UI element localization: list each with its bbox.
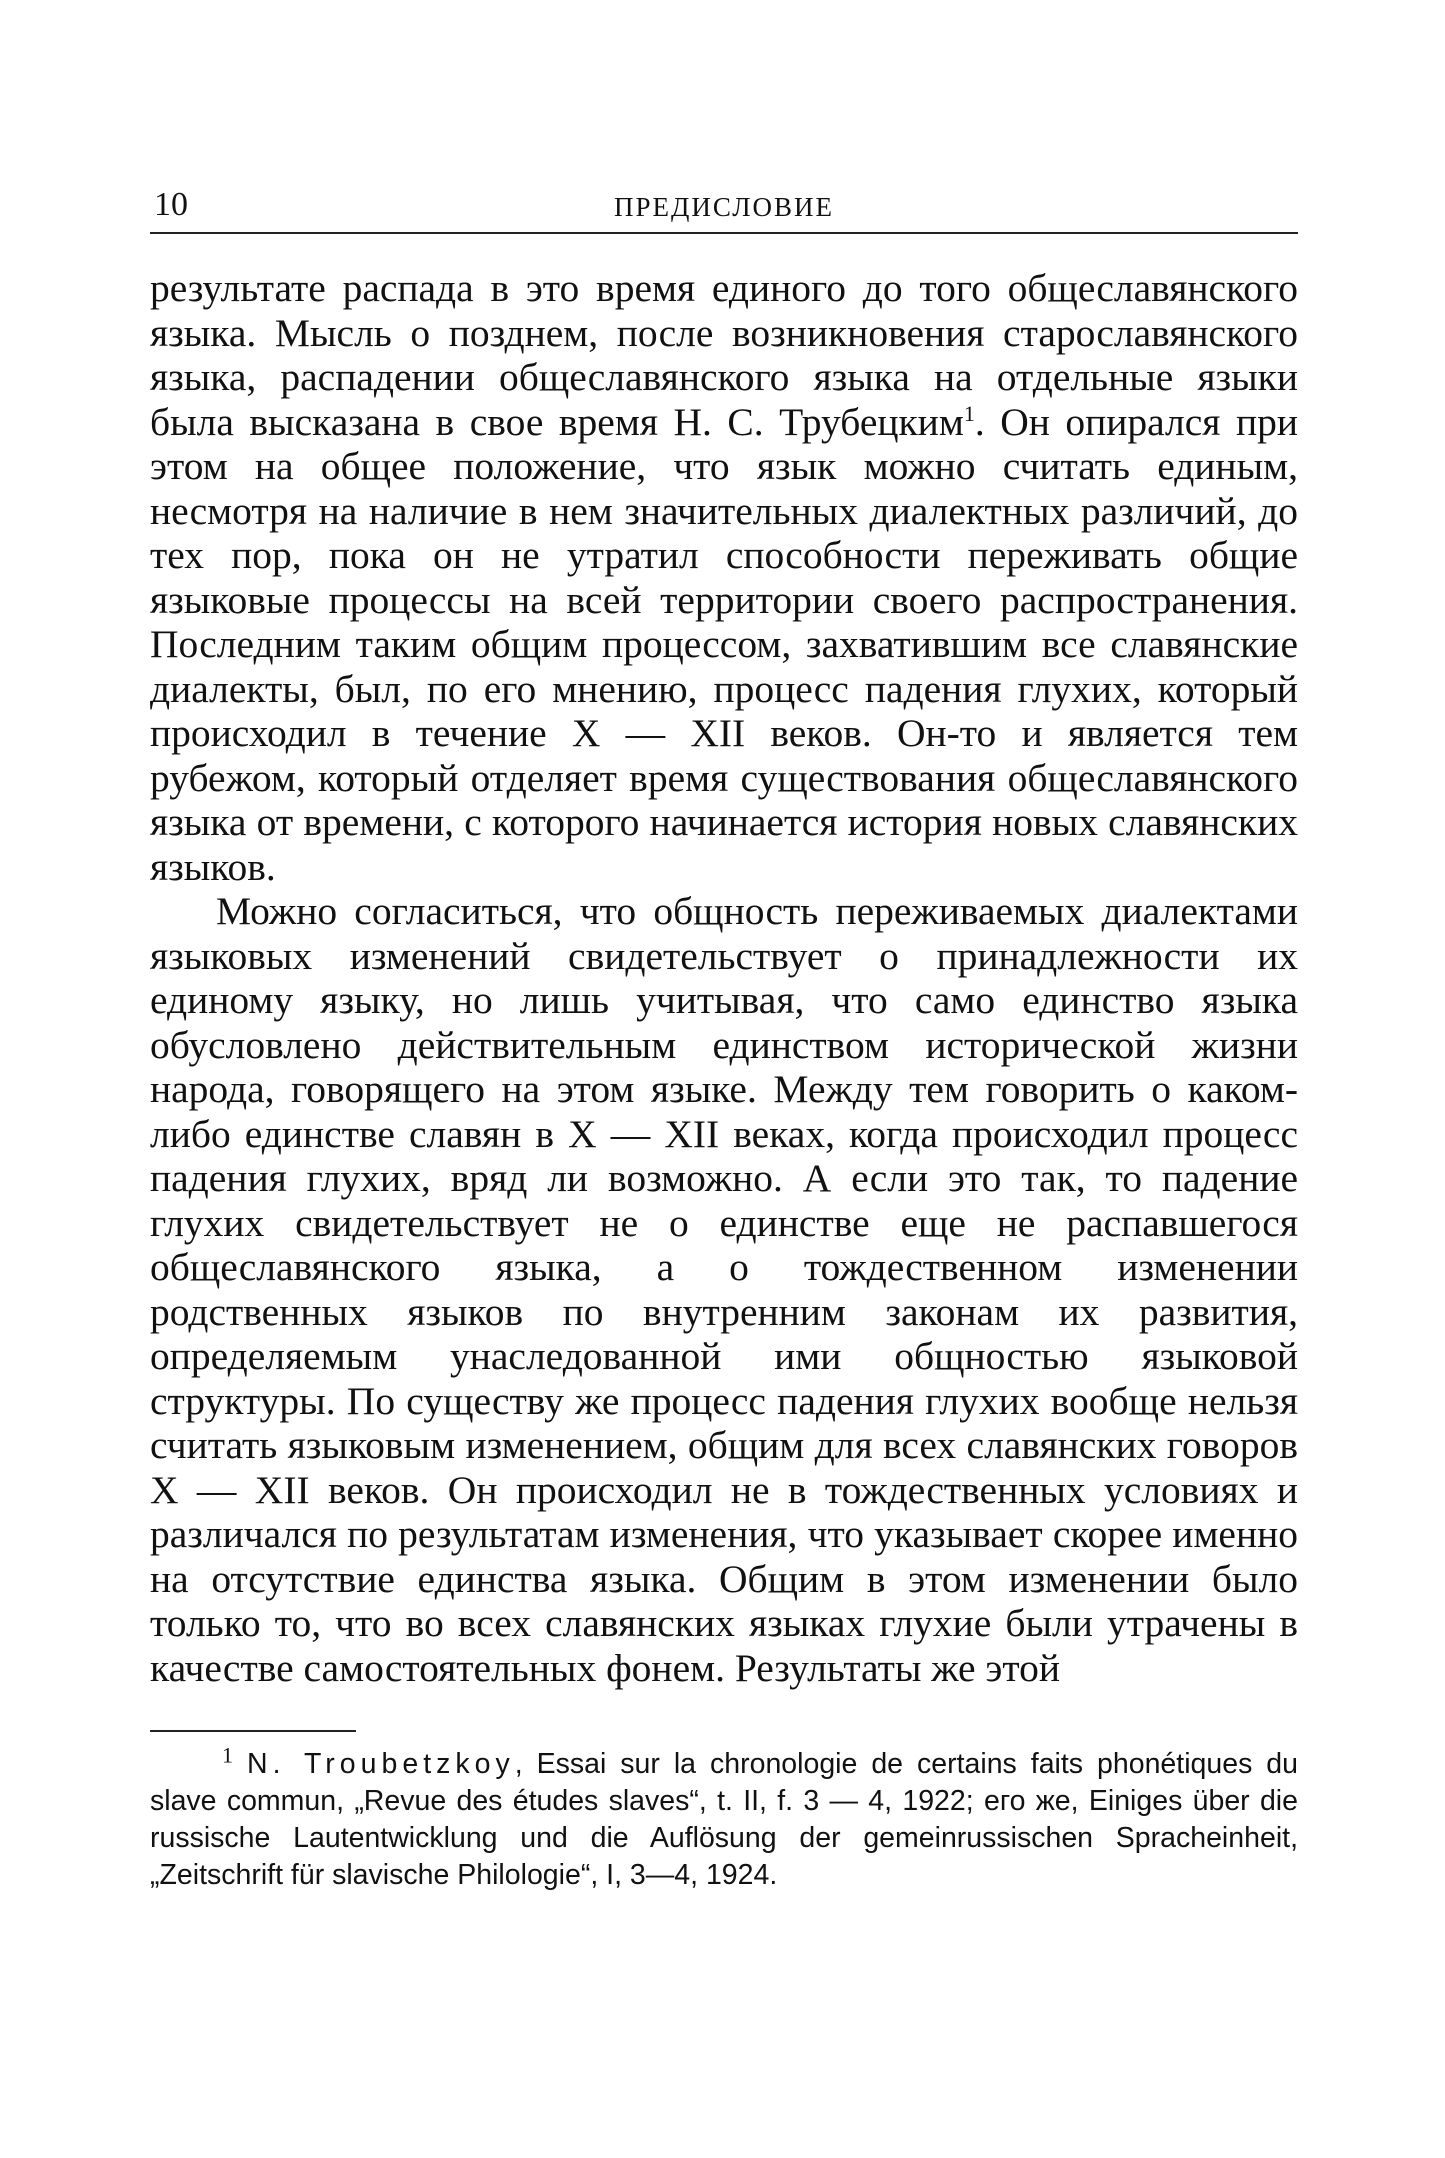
footnote-author: N. Troubetzkoy: [246, 1748, 515, 1780]
page-header: [150, 180, 1298, 234]
page-number: 10: [154, 186, 188, 223]
paragraph-1-text-end: . Он опирался при этом на общее положение, что язык можно считать единым, несмотря на наличие в нем значительных диалектных различий, до тех пор, пока он не утратил способности переживать общие языковые процессы на всей территории своего распространения. Последним таким общим процессом, захватившим все славянские диалекты, был, по его мнению, процесс падения глухих, который происходил в течение X — XII веков. Он-то и является тем рубежом, который отделяет время существования общеславянского языка от времени, с которого начинается история новых славянских языков.: [150, 399, 1299, 889]
running-head: ПРЕДИСЛОВИЕ: [613, 192, 835, 222]
footnote-reference: 1: [963, 400, 975, 426]
book-page: [150, 180, 1298, 1923]
footnote-text: , Essai sur la chronologie de certains faits phonétiques du slave commun, „Revue des études slaves“, t. II, f. 3 — 4, 1922; его же, Einiges über die russische Lautentwicklung und die Auflösung der gemeinrussischen Spracheinheit, „Zeitschrift für slavische Philologie“, I, 3—4, 1924.: [150, 1748, 1298, 1891]
footnote-divider: [150, 1730, 356, 1732]
footnote: [150, 1742, 1298, 1894]
main-text: [150, 266, 1298, 1690]
paragraph-2: Можно согласиться, что общность переживаемых диалектами языковых изменений свидетельствует о принадлежности их единому языку, но лишь учитывая, что само единство языка обусловлено действительным единством исторической жизни народа, говорящего на этом языке. Между тем говорить о каком-либо единстве славян в X — XII веках, когда происходил процесс падения глухих, вряд ли возможно. А если это так, то падение глухих свидетельствует не о единстве еще не распавшегося общеславянского языка, а о тождественном изменении родственных языков по внутренним законам их развития, определяемым унаследованной ими общностью языковой структуры. По существу же процесс падения глухих вообще нельзя считать языковым изменением, общим для всех славянских говоров X — XII веков. Он происходил не в тождественных условиях и различался по результатам изменения, что указывает скорее именно на отсутствие единства языка. Общим в этом изменении было только то, что во всех славянских языках глухие были утрачены в качестве самостоятельных фонем. Результаты же этой: [150, 889, 1298, 1690]
paragraph-1: [150, 266, 1298, 889]
footnote-number: 1: [222, 1742, 233, 1768]
paragraph-1-text-start: результате распада в это время единого до того общеславянского языка. Мысль о позднем, после возникновения старославянского языка, распадении общеславянского языка на отдельные языки была высказана в свое время Н. С. Трубецким: [150, 266, 1298, 444]
